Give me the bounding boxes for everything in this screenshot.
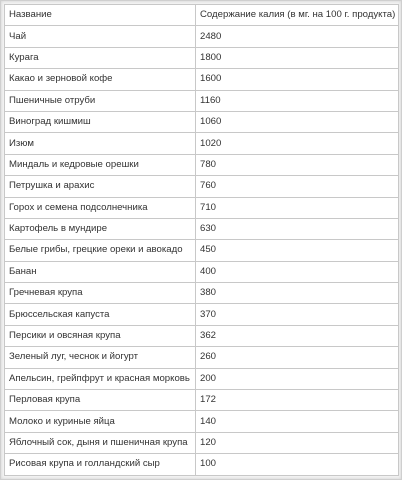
product-name-cell: Рисовая крупа и голландский сыр	[5, 454, 196, 475]
potassium-value-cell: 2480	[196, 26, 399, 47]
table-row	[5, 390, 399, 411]
potassium-value-cell: 630	[196, 218, 399, 239]
potassium-value-cell: 200	[196, 368, 399, 389]
table-row	[5, 347, 399, 368]
table-row	[5, 240, 399, 261]
table-row	[5, 47, 399, 68]
table-row	[5, 411, 399, 432]
product-name-cell: Банан	[5, 261, 196, 282]
product-name-cell: Горох и семена подсолнечника	[5, 197, 196, 218]
table-row	[5, 432, 399, 453]
product-name-cell: Перловая крупа	[5, 390, 196, 411]
product-name-cell: Апельсин, грейпфрут и красная морковь	[5, 368, 196, 389]
potassium-value-cell: 140	[196, 411, 399, 432]
product-name-cell: Виноград кишмиш	[5, 111, 196, 132]
potassium-value-cell: 760	[196, 176, 399, 197]
potassium-value-cell: 120	[196, 432, 399, 453]
table-row	[5, 111, 399, 132]
product-name-cell: Молоко и куриные яйца	[5, 411, 196, 432]
table-row	[5, 283, 399, 304]
table-row	[5, 325, 399, 346]
potassium-value-cell: 100	[196, 454, 399, 475]
table-row	[5, 218, 399, 239]
column-header-potassium: Содержание калия (в мг. на 100 г. продукта)	[196, 5, 399, 26]
table-row	[5, 454, 399, 475]
table-row	[5, 261, 399, 282]
potassium-value-cell: 1060	[196, 111, 399, 132]
potassium-value-cell: 370	[196, 304, 399, 325]
potassium-value-cell: 710	[196, 197, 399, 218]
potassium-value-cell: 1600	[196, 69, 399, 90]
table-row	[5, 368, 399, 389]
product-name-cell: Какао и зерновой кофе	[5, 69, 196, 90]
potassium-value-cell: 260	[196, 347, 399, 368]
product-name-cell: Изюм	[5, 133, 196, 154]
product-name-cell: Персики и овсяная крупа	[5, 325, 196, 346]
table-row	[5, 304, 399, 325]
potassium-value-cell: 780	[196, 154, 399, 175]
product-name-cell: Картофель в мундире	[5, 218, 196, 239]
potassium-value-cell: 1160	[196, 90, 399, 111]
product-name-cell: Чай	[5, 26, 196, 47]
column-header-name: Название	[5, 5, 196, 26]
product-name-cell: Яблочный сок, дыня и пшеничная крупа	[5, 432, 196, 453]
table-row	[5, 176, 399, 197]
product-name-cell: Гречневая крупа	[5, 283, 196, 304]
potassium-table	[4, 4, 399, 476]
potassium-value-cell: 362	[196, 325, 399, 346]
potassium-value-cell: 380	[196, 283, 399, 304]
table-row	[5, 90, 399, 111]
table-row	[5, 26, 399, 47]
product-name-cell: Петрушка и арахис	[5, 176, 196, 197]
product-name-cell: Зеленый луг, чеснок и йогурт	[5, 347, 196, 368]
potassium-value-cell: 172	[196, 390, 399, 411]
potassium-value-cell: 1020	[196, 133, 399, 154]
product-name-cell: Миндаль и кедровые орешки	[5, 154, 196, 175]
potassium-value-cell: 450	[196, 240, 399, 261]
product-name-cell: Курага	[5, 47, 196, 68]
product-name-cell: Брюссельская капуста	[5, 304, 196, 325]
product-name-cell: Пшеничные отруби	[5, 90, 196, 111]
table-row	[5, 69, 399, 90]
product-name-cell: Белые грибы, грецкие ореки и авокадо	[5, 240, 196, 261]
table-row	[5, 133, 399, 154]
potassium-value-cell: 400	[196, 261, 399, 282]
potassium-value-cell: 1800	[196, 47, 399, 68]
table-header-row	[5, 5, 399, 26]
table-row	[5, 154, 399, 175]
table-row	[5, 197, 399, 218]
